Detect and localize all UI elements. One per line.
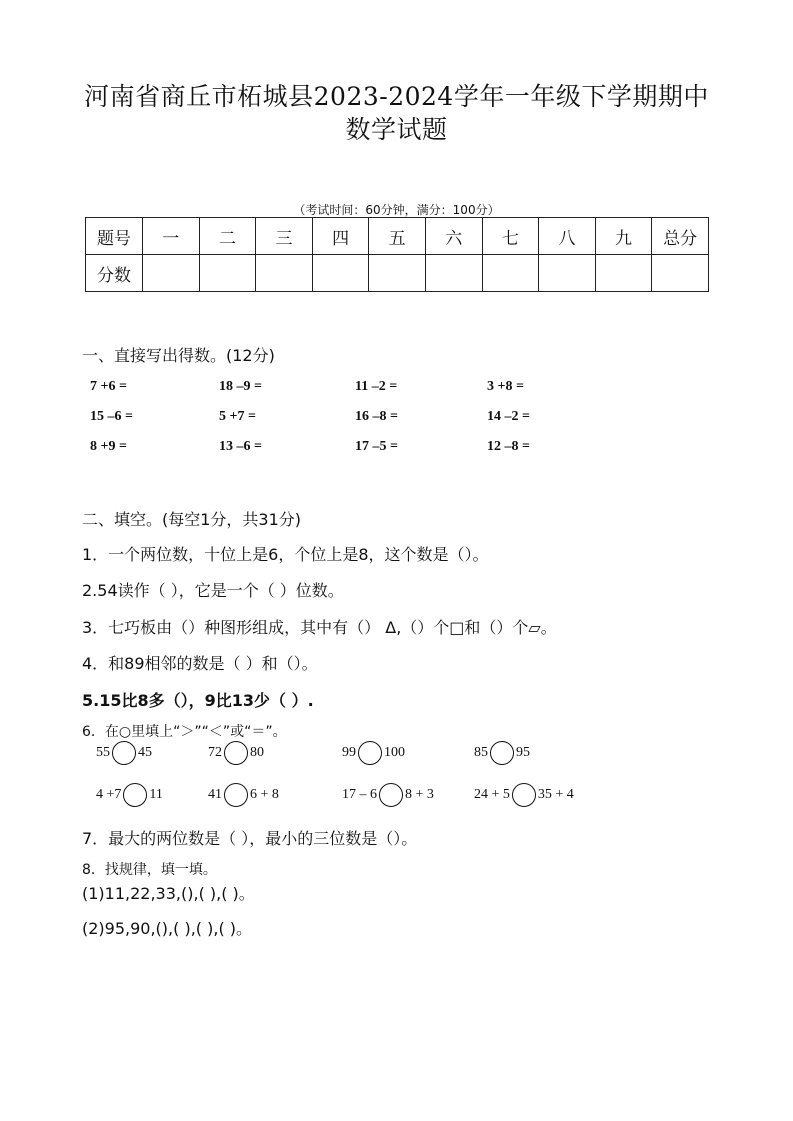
answer-circle[interactable] — [112, 741, 136, 765]
score-cell: 总分 — [652, 218, 709, 255]
arith-problem: 8 +9 = — [90, 439, 127, 454]
score-table-score-row — [86, 255, 709, 292]
title-line-2: 数学试题 — [345, 115, 448, 144]
compare-right: 100 — [384, 745, 405, 760]
compare-right: 11 — [149, 787, 163, 802]
compare-item — [342, 783, 434, 807]
answer-circle[interactable] — [358, 741, 382, 765]
question-3: 3．七巧板由（）种图形组成，其中有（） Δ,（）个□和（）个▱。 — [82, 618, 557, 637]
compare-left: 85 — [474, 745, 488, 760]
score-cell: 一 — [143, 218, 200, 255]
answer-circle[interactable] — [224, 783, 248, 807]
score-cell: 九 — [595, 218, 652, 255]
arith-problem: 17 –5 = — [355, 439, 398, 454]
compare-item — [474, 741, 530, 765]
compare-right: 35 + 4 — [537, 787, 574, 802]
section1-heading: 一、直接写出得数。(12分) — [82, 346, 275, 365]
compare-left: 24 + 5 — [474, 787, 510, 802]
score-blank-cell[interactable] — [652, 255, 709, 292]
score-cell: 六 — [425, 218, 482, 255]
answer-circle[interactable] — [224, 741, 248, 765]
compare-right: 45 — [138, 745, 152, 760]
question-7: 7．最大的两位数是（ ），最小的三位数是（）。 — [82, 829, 418, 848]
score-table-header-row — [86, 218, 709, 255]
compare-item — [474, 783, 574, 807]
arith-problem: 18 –9 = — [219, 379, 262, 394]
score-cell: 题号 — [86, 218, 143, 255]
score-table — [85, 217, 709, 292]
compare-right: 6 + 8 — [250, 787, 279, 802]
question-4: 4．和89相邻的数是（ ）和（）。 — [82, 654, 318, 673]
compare-item — [208, 783, 279, 807]
arith-problem: 11 –2 = — [355, 379, 398, 394]
arith-problem: 3 +8 = — [487, 379, 524, 394]
arith-problem: 5 +7 = — [219, 409, 256, 424]
exam-title — [0, 80, 793, 146]
score-cell: 四 — [312, 218, 369, 255]
arith-problem: 15 –6 = — [90, 409, 133, 424]
exam-note: （考试时间：60分钟，满分：100分） — [293, 203, 500, 217]
title-line-1: 河南省商丘市柘城县2023-2024学年一年级下学期期中 — [84, 82, 709, 111]
answer-circle[interactable] — [490, 741, 514, 765]
compare-left: 55 — [96, 745, 110, 760]
compare-left: 99 — [342, 745, 356, 760]
arith-problem: 13 –6 = — [219, 439, 262, 454]
arith-problem: 12 –8 = — [487, 439, 530, 454]
score-blank-cell[interactable] — [482, 255, 539, 292]
score-blank-cell[interactable] — [143, 255, 200, 292]
answer-circle[interactable] — [123, 783, 147, 807]
score-blank-cell[interactable] — [595, 255, 652, 292]
score-blank-cell[interactable] — [256, 255, 313, 292]
compare-left: 17 – 6 — [342, 787, 377, 802]
question-5: 5.15比8多（），9比13少（ ）. — [82, 691, 314, 710]
score-row-label: 分数 — [86, 255, 143, 292]
score-blank-cell[interactable] — [369, 255, 426, 292]
arith-problem: 16 –8 = — [355, 409, 398, 424]
question-8-part-1: (1)11,22,33,(),( ),( )。 — [82, 884, 255, 903]
score-cell: 二 — [199, 218, 256, 255]
score-blank-cell[interactable] — [199, 255, 256, 292]
question-8-part-2: (2)95,90,(),( ),( ),( )。 — [82, 919, 253, 938]
compare-item — [96, 741, 152, 765]
compare-item — [96, 783, 163, 807]
compare-right: 80 — [250, 745, 264, 760]
compare-left: 72 — [208, 745, 222, 760]
score-cell: 八 — [539, 218, 596, 255]
arith-problem: 14 –2 = — [487, 409, 530, 424]
score-blank-cell[interactable] — [312, 255, 369, 292]
compare-right: 95 — [516, 745, 530, 760]
question-2: 2.54读作（ ），它是一个（ ）位数。 — [82, 581, 344, 600]
score-cell: 七 — [482, 218, 539, 255]
arith-problem: 7 +6 = — [90, 379, 127, 394]
answer-circle[interactable] — [512, 783, 536, 807]
compare-left: 41 — [208, 787, 222, 802]
score-blank-cell[interactable] — [425, 255, 482, 292]
question-1: 1．一个两位数，十位上是6，个位上是8，这个数是（）。 — [82, 545, 489, 564]
answer-circle[interactable] — [379, 783, 403, 807]
compare-item — [342, 741, 405, 765]
question-6: 6．在○里填上“＞”“＜”或“＝”。 — [82, 724, 287, 740]
score-cell: 三 — [256, 218, 313, 255]
compare-right: 8 + 3 — [405, 787, 434, 802]
compare-left: 4 +7 — [96, 787, 122, 802]
compare-item — [208, 741, 264, 765]
score-blank-cell[interactable] — [539, 255, 596, 292]
score-cell: 五 — [369, 218, 426, 255]
section2-heading: 二、填空。(每空1分，共31分) — [82, 510, 302, 529]
question-8: 8．找规律，填一填。 — [82, 862, 217, 878]
